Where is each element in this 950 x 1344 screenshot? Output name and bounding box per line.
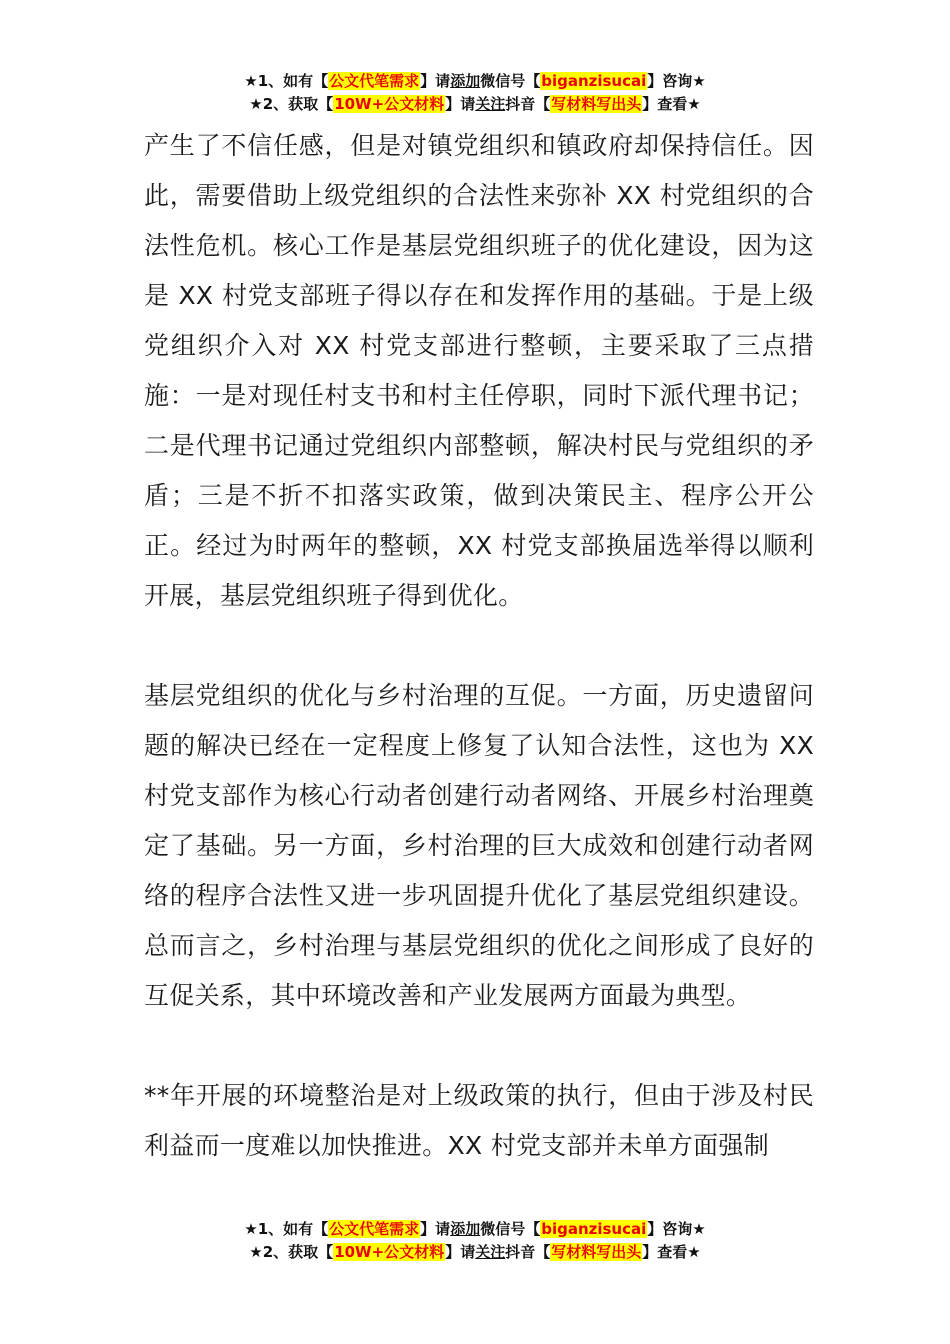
footer-line-2-highlight-douyin: 写材料写出头 <box>551 1243 642 1261</box>
header-line-2-highlight-douyin: 写材料写出头 <box>551 95 642 113</box>
footer-line-1-mid-2: 微信号【 <box>480 1220 541 1238</box>
footer-line-1-highlight-wechat: biganzisucai <box>541 1220 647 1238</box>
header-line-2-mid-2: 抖音【 <box>505 95 551 113</box>
header-line-2 <box>0 93 950 116</box>
header-line-1-mid-2: 微信号【 <box>480 72 541 90</box>
footer-line-1 <box>0 1218 950 1241</box>
footer-line-2-mid: 】请 <box>445 1243 476 1261</box>
footer-line-1-mid: 】请 <box>420 1220 451 1238</box>
header-line-2-prefix: ★2、获取【 <box>249 95 334 113</box>
footer-line-2-mid-2: 抖音【 <box>505 1243 551 1261</box>
header-line-2-emphasis: 关注 <box>475 95 506 113</box>
header-line-1-emphasis: 添加 <box>450 72 481 90</box>
footer-line-1-suffix: 】咨询★ <box>647 1220 706 1238</box>
body-paragraph-3: **年开展的环境整治是对上级政策的执行，但由于涉及村民利益而一度难以加快推进。XX 村党支部并未单方面强制 <box>144 1081 814 1160</box>
header-line-2-highlight-materials: 10W+公文材料 <box>334 95 445 113</box>
footer-line-2-prefix: ★2、获取【 <box>249 1243 334 1261</box>
footer-line-2-suffix: 】查看★ <box>642 1243 701 1261</box>
header-line-1-highlight-service: 公文代笔需求 <box>329 72 420 90</box>
footer-line-2-highlight-materials: 10W+公文材料 <box>334 1243 445 1261</box>
header-line-2-mid: 】请 <box>445 95 476 113</box>
footer-line-1-highlight-service: 公文代笔需求 <box>329 1220 420 1238</box>
header-line-1-suffix: 】咨询★ <box>647 72 706 90</box>
footer-line-2-emphasis: 关注 <box>475 1243 506 1261</box>
header-line-2-suffix: 】查看★ <box>642 95 701 113</box>
paragraph-gap <box>144 621 814 671</box>
footer-banner <box>0 1218 950 1264</box>
document-body <box>144 121 814 1171</box>
header-line-1-mid: 】请 <box>420 72 451 90</box>
footer-line-1-prefix: ★1、如有【 <box>244 1220 329 1238</box>
header-line-1-highlight-wechat: biganzisucai <box>541 72 647 90</box>
body-paragraph-1: 产生了不信任感，但是对镇党组织和镇政府却保持信任。因此，需要借助上级党组织的合法性来弥补 XX 村党组织的合法性危机。核心工作是基层党组织班子的优化建设，因为这是 XX 村党支部班子得以存在和发挥作用的基础。于是上级党组织介入对 XX 村党支部进行整顿，主要采取了三点措施：一是对现任村支书和村主任停职，同时下派代理书记；二是代理书记通过党组织内部整顿，解决村民与党组织的矛盾；三是不折不扣落实政策，做到决策民主、程序公开公正。经过为时两年的整顿，XX 村党支部换届选举得以顺利开展，基层党组织班子得到优化。 <box>144 131 814 610</box>
body-paragraph-2: 基层党组织的优化与乡村治理的互促。一方面，历史遗留问题的解决已经在一定程度上修复了认知合法性，这也为 XX 村党支部作为核心行动者创建行动者网络、开展乡村治理奠定了基础。另一方面，乡村治理的巨大成效和创建行动者网络的程序合法性又进一步巩固提升优化了基层党组织建设。总而言之，乡村治理与基层党组织的优化之间形成了良好的互促关系，其中环境改善和产业发展两方面最为典型。 <box>144 681 814 1010</box>
footer-line-2 <box>0 1241 950 1264</box>
footer-line-1-emphasis: 添加 <box>450 1220 481 1238</box>
header-line-1-prefix: ★1、如有【 <box>244 72 329 90</box>
header-line-1 <box>0 70 950 93</box>
header-banner <box>0 70 950 116</box>
paragraph-gap <box>144 1021 814 1071</box>
